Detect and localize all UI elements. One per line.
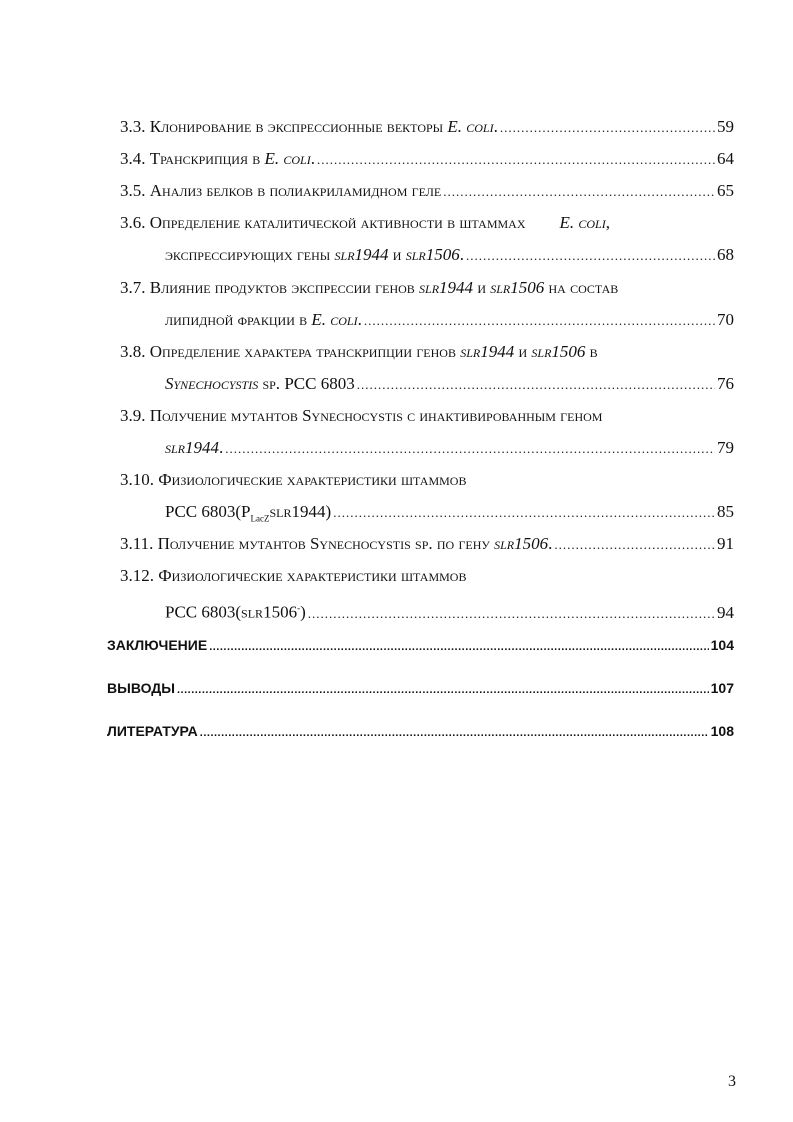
- entry-number: 3.6.: [120, 213, 146, 232]
- toc-chapter-findings[interactable]: [0, 677, 793, 701]
- entry-title-line1: [158, 469, 466, 491]
- entry-title-line1: [150, 341, 598, 363]
- entry-page: 76: [717, 374, 734, 393]
- leader-dots: [554, 534, 715, 556]
- title-segment: Synechocystis: [165, 374, 259, 393]
- entry-page: 94: [717, 602, 734, 622]
- title-segment: на состав: [544, 278, 619, 297]
- title-segment: и: [388, 245, 406, 264]
- entry-number: 3.7.: [120, 278, 146, 297]
- title-segment: E. coli: [264, 149, 311, 168]
- title-segment: slr: [269, 502, 292, 521]
- leader-dots: [466, 245, 715, 267]
- chapter-title: ЗАКЛЮЧЕНИЕ: [107, 637, 208, 653]
- entry-page: 59: [717, 117, 734, 136]
- entry-title: [150, 148, 315, 170]
- entry-number: 3.5.: [120, 181, 146, 200]
- title-segment: .: [548, 534, 553, 553]
- entry-title-line2: [165, 597, 306, 624]
- title-segment: 1944): [291, 502, 332, 521]
- title-segment: slr1944: [460, 342, 515, 361]
- leader-dots: [500, 117, 715, 139]
- title-segment: Получение мутантов Synechocystis sp. по гену: [157, 534, 495, 553]
- title-segment: Влияние продуктов экспрессии генов: [149, 278, 420, 297]
- page-number: 3: [728, 1073, 736, 1090]
- leader-dots: [209, 636, 708, 658]
- title-segment: Определение характера транскрипции генов: [149, 342, 461, 361]
- title-segment: Получение мутантов Synechocystis с инактивированным геном: [149, 406, 603, 425]
- title-segment: -: [297, 603, 301, 613]
- leader-dots: [357, 374, 715, 396]
- leader-dots: [200, 722, 709, 744]
- leader-dots: [333, 502, 715, 524]
- title-segment: .: [310, 149, 315, 168]
- title-segment: PCC 6803(: [165, 602, 242, 622]
- title-segment: Транскрипция в: [149, 149, 265, 168]
- leader-dots: [317, 149, 715, 171]
- entry-number: 3.3.: [120, 117, 146, 136]
- toc-entry[interactable]: [0, 277, 793, 333]
- leader-dots: [443, 181, 715, 203]
- toc-entry[interactable]: [0, 341, 793, 397]
- entry-number: 3.8.: [120, 342, 146, 361]
- toc-entry[interactable]: [0, 116, 793, 140]
- title-segment: slr1944: [334, 245, 389, 264]
- entry-title-line1: [158, 565, 466, 587]
- title-segment: 1506: [263, 602, 298, 622]
- leader-dots: [308, 603, 715, 625]
- title-segment: и: [473, 278, 491, 297]
- title-segment: LacZ: [250, 513, 270, 524]
- entry-number: 3.9.: [120, 406, 146, 425]
- leader-dots: [364, 310, 715, 332]
- toc-chapter-conclusion[interactable]: [0, 634, 793, 658]
- entry-page: 65: [717, 181, 734, 200]
- title-segment: sp.: [258, 374, 281, 393]
- title-segment: .: [357, 310, 362, 329]
- title-segment: slr1506: [531, 342, 586, 361]
- entry-title-line2: [165, 244, 464, 266]
- title-segment: в: [585, 342, 598, 361]
- title-segment: slr1506: [494, 534, 549, 553]
- entry-number: 3.4.: [120, 149, 146, 168]
- entry-title-line2: [165, 437, 223, 459]
- title-segment: E. coli: [447, 117, 494, 136]
- toc-entry[interactable]: [0, 212, 793, 268]
- toc-chapter-literature[interactable]: [0, 720, 793, 744]
- title-segment: slr1506: [405, 245, 460, 264]
- title-segment: .: [219, 438, 224, 457]
- chapter-title: ЛИТЕРАТУРА: [107, 723, 198, 739]
- title-segment: E. coli: [311, 310, 358, 329]
- entry-title-line1: [150, 405, 603, 427]
- title-segment: Клонирование в экспрессионные векторы: [149, 117, 448, 136]
- title-segment: slr1944: [419, 278, 474, 297]
- entry-title-line2: [165, 373, 355, 395]
- title-segment: P: [241, 502, 251, 521]
- toc-entry[interactable]: [0, 565, 793, 621]
- title-segment: экспрессирующих гены: [165, 245, 335, 264]
- leader-dots: [225, 438, 715, 460]
- entry-page: 79: [717, 438, 734, 457]
- title-segment: ,: [605, 213, 610, 232]
- entry-page: 64: [717, 149, 734, 168]
- entry-page: 68: [717, 245, 734, 264]
- title-segment: Анализ белков в полиакриламидном геле: [149, 181, 442, 200]
- title-segment: E. coli: [525, 213, 606, 232]
- entry-number: 3.10.: [120, 470, 154, 489]
- title-segment: ): [300, 602, 306, 622]
- entry-title: [150, 180, 441, 202]
- chapter-title: ВЫВОДЫ: [107, 680, 175, 696]
- entry-title: [158, 533, 553, 555]
- entry-title-line2: [165, 501, 331, 529]
- toc-entry[interactable]: [0, 469, 793, 525]
- title-segment: Физиологические характеристики штаммов: [158, 470, 467, 489]
- title-segment: липидной фракции в: [165, 310, 312, 329]
- leader-dots: [177, 679, 709, 701]
- toc-entry[interactable]: [0, 180, 793, 204]
- title-segment: PCC 6803(: [165, 502, 242, 521]
- entry-title-line2: [165, 309, 362, 331]
- entry-page: 70: [717, 310, 734, 329]
- entry-title: [150, 116, 498, 138]
- title-segment: PCC 6803: [280, 374, 355, 393]
- toc-entry[interactable]: [0, 148, 793, 172]
- toc-entry[interactable]: [0, 405, 793, 461]
- title-segment: Физиологические характеристики штаммов: [158, 566, 467, 585]
- entry-page: 91: [717, 534, 734, 553]
- chapter-page: 108: [710, 723, 734, 739]
- title-segment: Определение каталитической активности в штаммах: [149, 213, 526, 232]
- title-segment: slr1506: [490, 278, 545, 297]
- chapter-page: 104: [710, 637, 734, 653]
- entry-title-line1: [150, 277, 619, 299]
- entry-number: 3.11.: [120, 534, 154, 553]
- title-segment: slr1944: [165, 438, 220, 457]
- title-segment: и: [514, 342, 532, 361]
- entry-number: 3.12.: [120, 566, 154, 585]
- title-segment: slr: [241, 602, 264, 622]
- title-segment: .: [459, 245, 464, 264]
- chapter-page: 107: [710, 680, 734, 696]
- entry-page: 85: [717, 502, 734, 521]
- entry-title-line1: [150, 212, 610, 234]
- toc-entry[interactable]: [0, 533, 793, 557]
- title-segment: .: [493, 117, 498, 136]
